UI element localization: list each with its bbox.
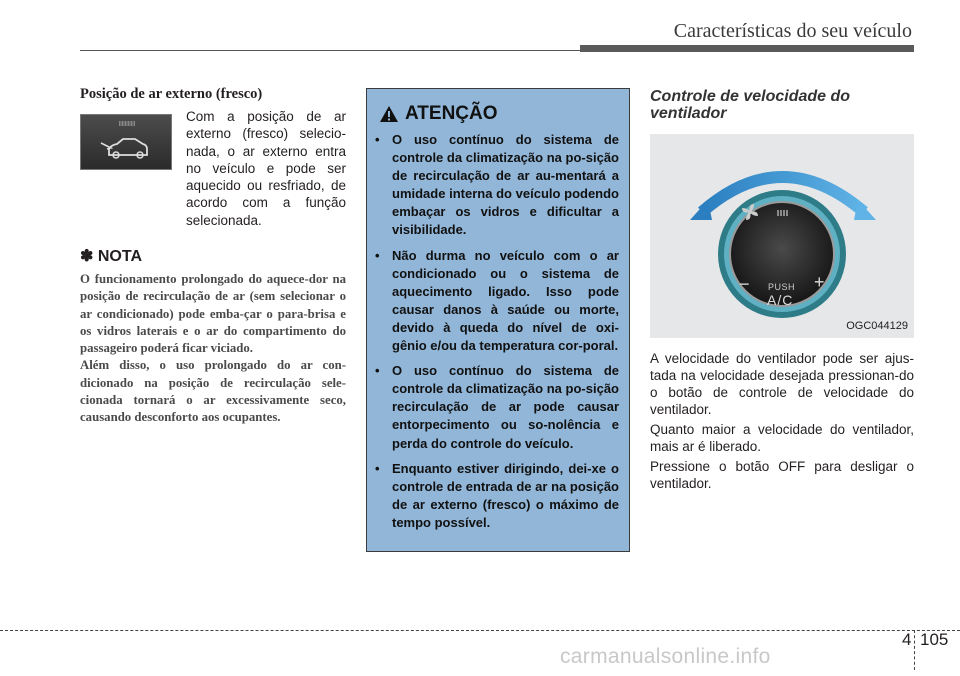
warning-item: • Enquanto estiver dirigindo, dei-xe o controle de entrada de ar na posição de ar externo (fresco) o máximo de tempo possível. xyxy=(375,460,619,530)
fresh-air-button-image xyxy=(80,114,172,170)
footer-rule xyxy=(0,630,960,631)
warning-box xyxy=(366,88,630,552)
warning-item: • O uso contínuo do sistema de controle da climatização na po-sição recirculação de ar pode causar entorpecimento ou so-nolência e perda do controle do veículo. xyxy=(375,363,619,451)
header-rule xyxy=(80,50,580,51)
dial-push-label: PUSH xyxy=(768,282,796,292)
image-code: OGC044129 xyxy=(846,320,908,332)
car-fresh-air-icon xyxy=(81,115,173,171)
fresh-air-description: Com a posição de ar externo (fresco) selecio-nada, o ar externo entra no veículo e pode ser aquecido ou resfriado, de acordo com a função selecionada. xyxy=(186,109,346,228)
warning-item: • O uso contínuo do sistema de controle da climatização na po-sição de recirculação de ar au-mentará a umidade interna do veículo podendo embaçar os vidros e dificultar a visibilidade. xyxy=(375,132,619,238)
fan-speed-text xyxy=(650,350,914,495)
fan-speed-dial-image xyxy=(650,134,914,338)
fan-paragraph-3: Pressione o botão OFF para desligar o ventilador. xyxy=(650,459,914,491)
note-paragraph-1: O funcionamento prolongado do aquece-dor na posição de recirculação de ar (sem selecionar o ar condicionado) pode emba-çar o para-brisa e os vidros laterais e o ar do compartimento do passageiro poderá ficar viciado. xyxy=(80,272,346,356)
right-column xyxy=(650,88,914,491)
dial-minus-label: − xyxy=(739,274,750,294)
section-heading-fresh-air: Posição de ar externo (fresco) xyxy=(80,86,263,102)
chapter-number: 4 xyxy=(902,630,912,649)
section-heading-fan-speed: Controle de velocidade do ventilador xyxy=(650,88,851,122)
note-heading: ✽ NOTA xyxy=(80,248,142,265)
dial-ac-label: A/C xyxy=(767,292,794,308)
warning-title: ATENÇÃO xyxy=(405,103,498,124)
warning-triangle-icon xyxy=(379,105,399,123)
warning-item: • Não durma no veículo com o ar condicionado ou o sistema de aquecimento ligado. Isso pode causar danos à saúde ou morte, devido à queda do nível de oxi-gênio e/ou da temperatura cor-poral. xyxy=(375,247,619,354)
header-bar xyxy=(580,45,914,52)
page-number: 105 xyxy=(920,630,949,649)
running-header: Características do seu veículo xyxy=(673,20,912,42)
warning-heading xyxy=(379,103,498,125)
footer-separator xyxy=(914,630,915,670)
note-body xyxy=(80,271,346,427)
left-column xyxy=(80,86,346,425)
fan-paragraph-1: A velocidade do ventilador pode ser ajus-tada na velocidade desejada pressionan-do o botão de controle de velocidade do ventilador. xyxy=(650,351,914,417)
warning-list xyxy=(375,131,619,539)
watermark: carmanualsonline.info xyxy=(560,645,771,668)
note-paragraph-2: Além disso, o uso prolongado do ar con-dicionado na posição de recirculação sele-cionada tornará o ar excessivamente seco, causando desconforto aos ocupantes. xyxy=(80,358,346,425)
dial-plus-label: + xyxy=(814,272,825,292)
fan-paragraph-2: Quanto maior a velocidade do ventilador, mais ar é liberado. xyxy=(650,422,914,454)
